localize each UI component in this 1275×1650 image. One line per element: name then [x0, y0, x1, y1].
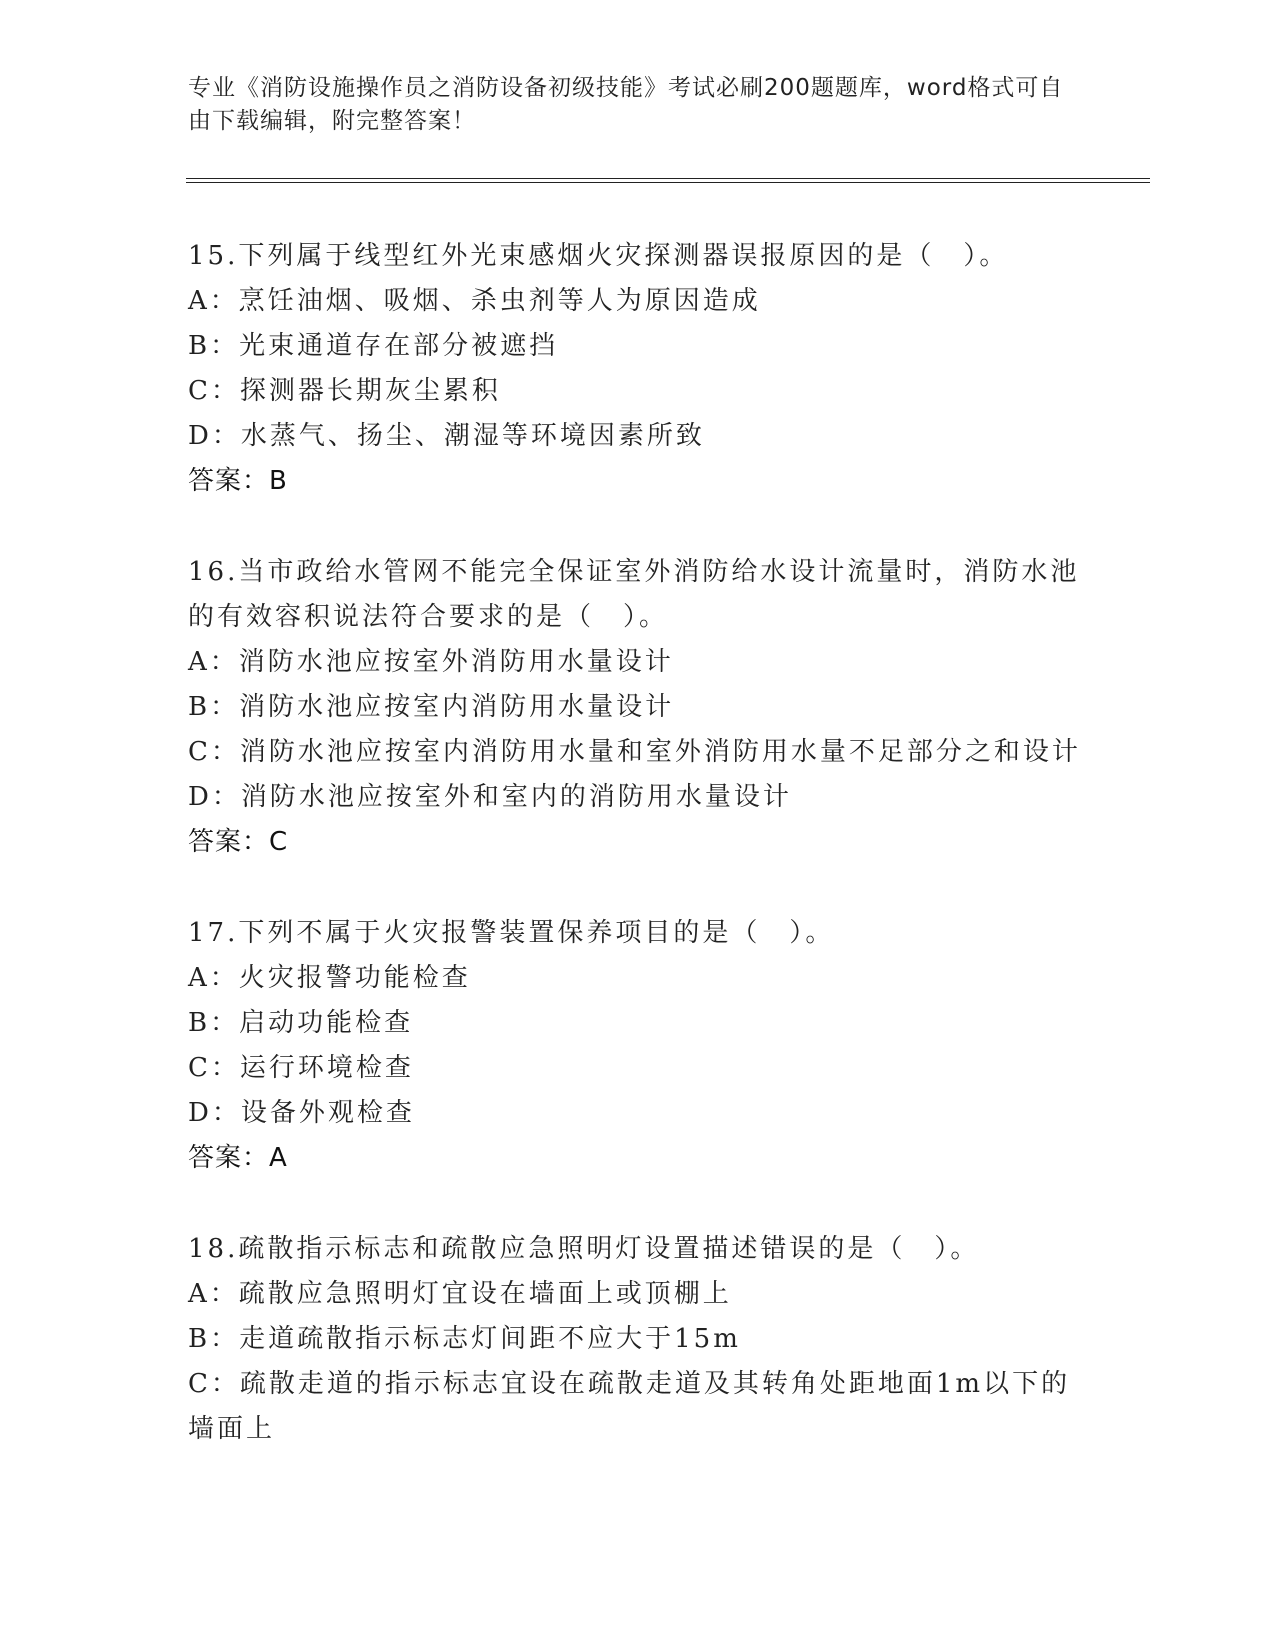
answer: 答案：C	[188, 827, 289, 857]
answer: 答案：B	[188, 466, 288, 496]
option-c: C：疏散走道的指示标志宜设在疏散走道及其转角处距地面1m以下的墙面上	[188, 1369, 1071, 1444]
option-a: A：消防水池应按室外消防用水量设计	[188, 647, 674, 677]
question-18	[188, 1227, 1088, 1452]
question-stem: 16.当市政给水管网不能完全保证室外消防给水设计流量时，消防水池的有效容积说法符合要求的是（ ）。	[188, 557, 1080, 632]
option-d: D：水蒸气、扬尘、潮湿等环境因素所致	[188, 421, 705, 451]
option-a: A：烹饪油烟、吸烟、杀虫剂等人为原因造成	[188, 286, 761, 316]
option-d: D：消防水池应按室外和室内的消防用水量设计	[188, 782, 792, 812]
option-c: C：消防水池应按室内消防用水量和室外消防用水量不足部分之和设计	[188, 737, 1081, 767]
option-b: B：光束通道存在部分被遮挡	[188, 331, 559, 361]
page-header	[188, 72, 1068, 138]
question-stem: 17.下列不属于火灾报警装置保养项目的是（ ）。	[188, 918, 835, 948]
option-c: C：探测器长期灰尘累积	[188, 376, 501, 406]
option-a: A：疏散应急照明灯宜设在墙面上或顶棚上	[188, 1279, 732, 1309]
question-15	[188, 234, 1088, 504]
question-16	[188, 550, 1088, 865]
option-d: D：设备外观检查	[188, 1098, 415, 1128]
header-divider	[186, 178, 1150, 183]
option-b: B：走道疏散指示标志灯间距不应大于15m	[188, 1324, 741, 1354]
question-list	[188, 234, 1088, 1498]
question-stem: 15.下列属于线型红外光束感烟火灾探测器误报原因的是（ ）。	[188, 241, 1009, 271]
question-17	[188, 911, 1088, 1181]
option-c: C：运行环境检查	[188, 1053, 414, 1083]
option-a: A：火灾报警功能检查	[188, 963, 471, 993]
header-title: 专业《消防设施操作员之消防设备初级技能》考试必刷200题题库，word格式可自由下载编辑，附完整答案！	[188, 75, 1064, 134]
answer: 答案：A	[188, 1143, 288, 1173]
option-b: B：消防水池应按室内消防用水量设计	[188, 692, 675, 722]
option-b: B：启动功能检查	[188, 1008, 414, 1038]
question-stem: 18.疏散指示标志和疏散应急照明灯设置描述错误的是（ ）。	[188, 1234, 980, 1264]
